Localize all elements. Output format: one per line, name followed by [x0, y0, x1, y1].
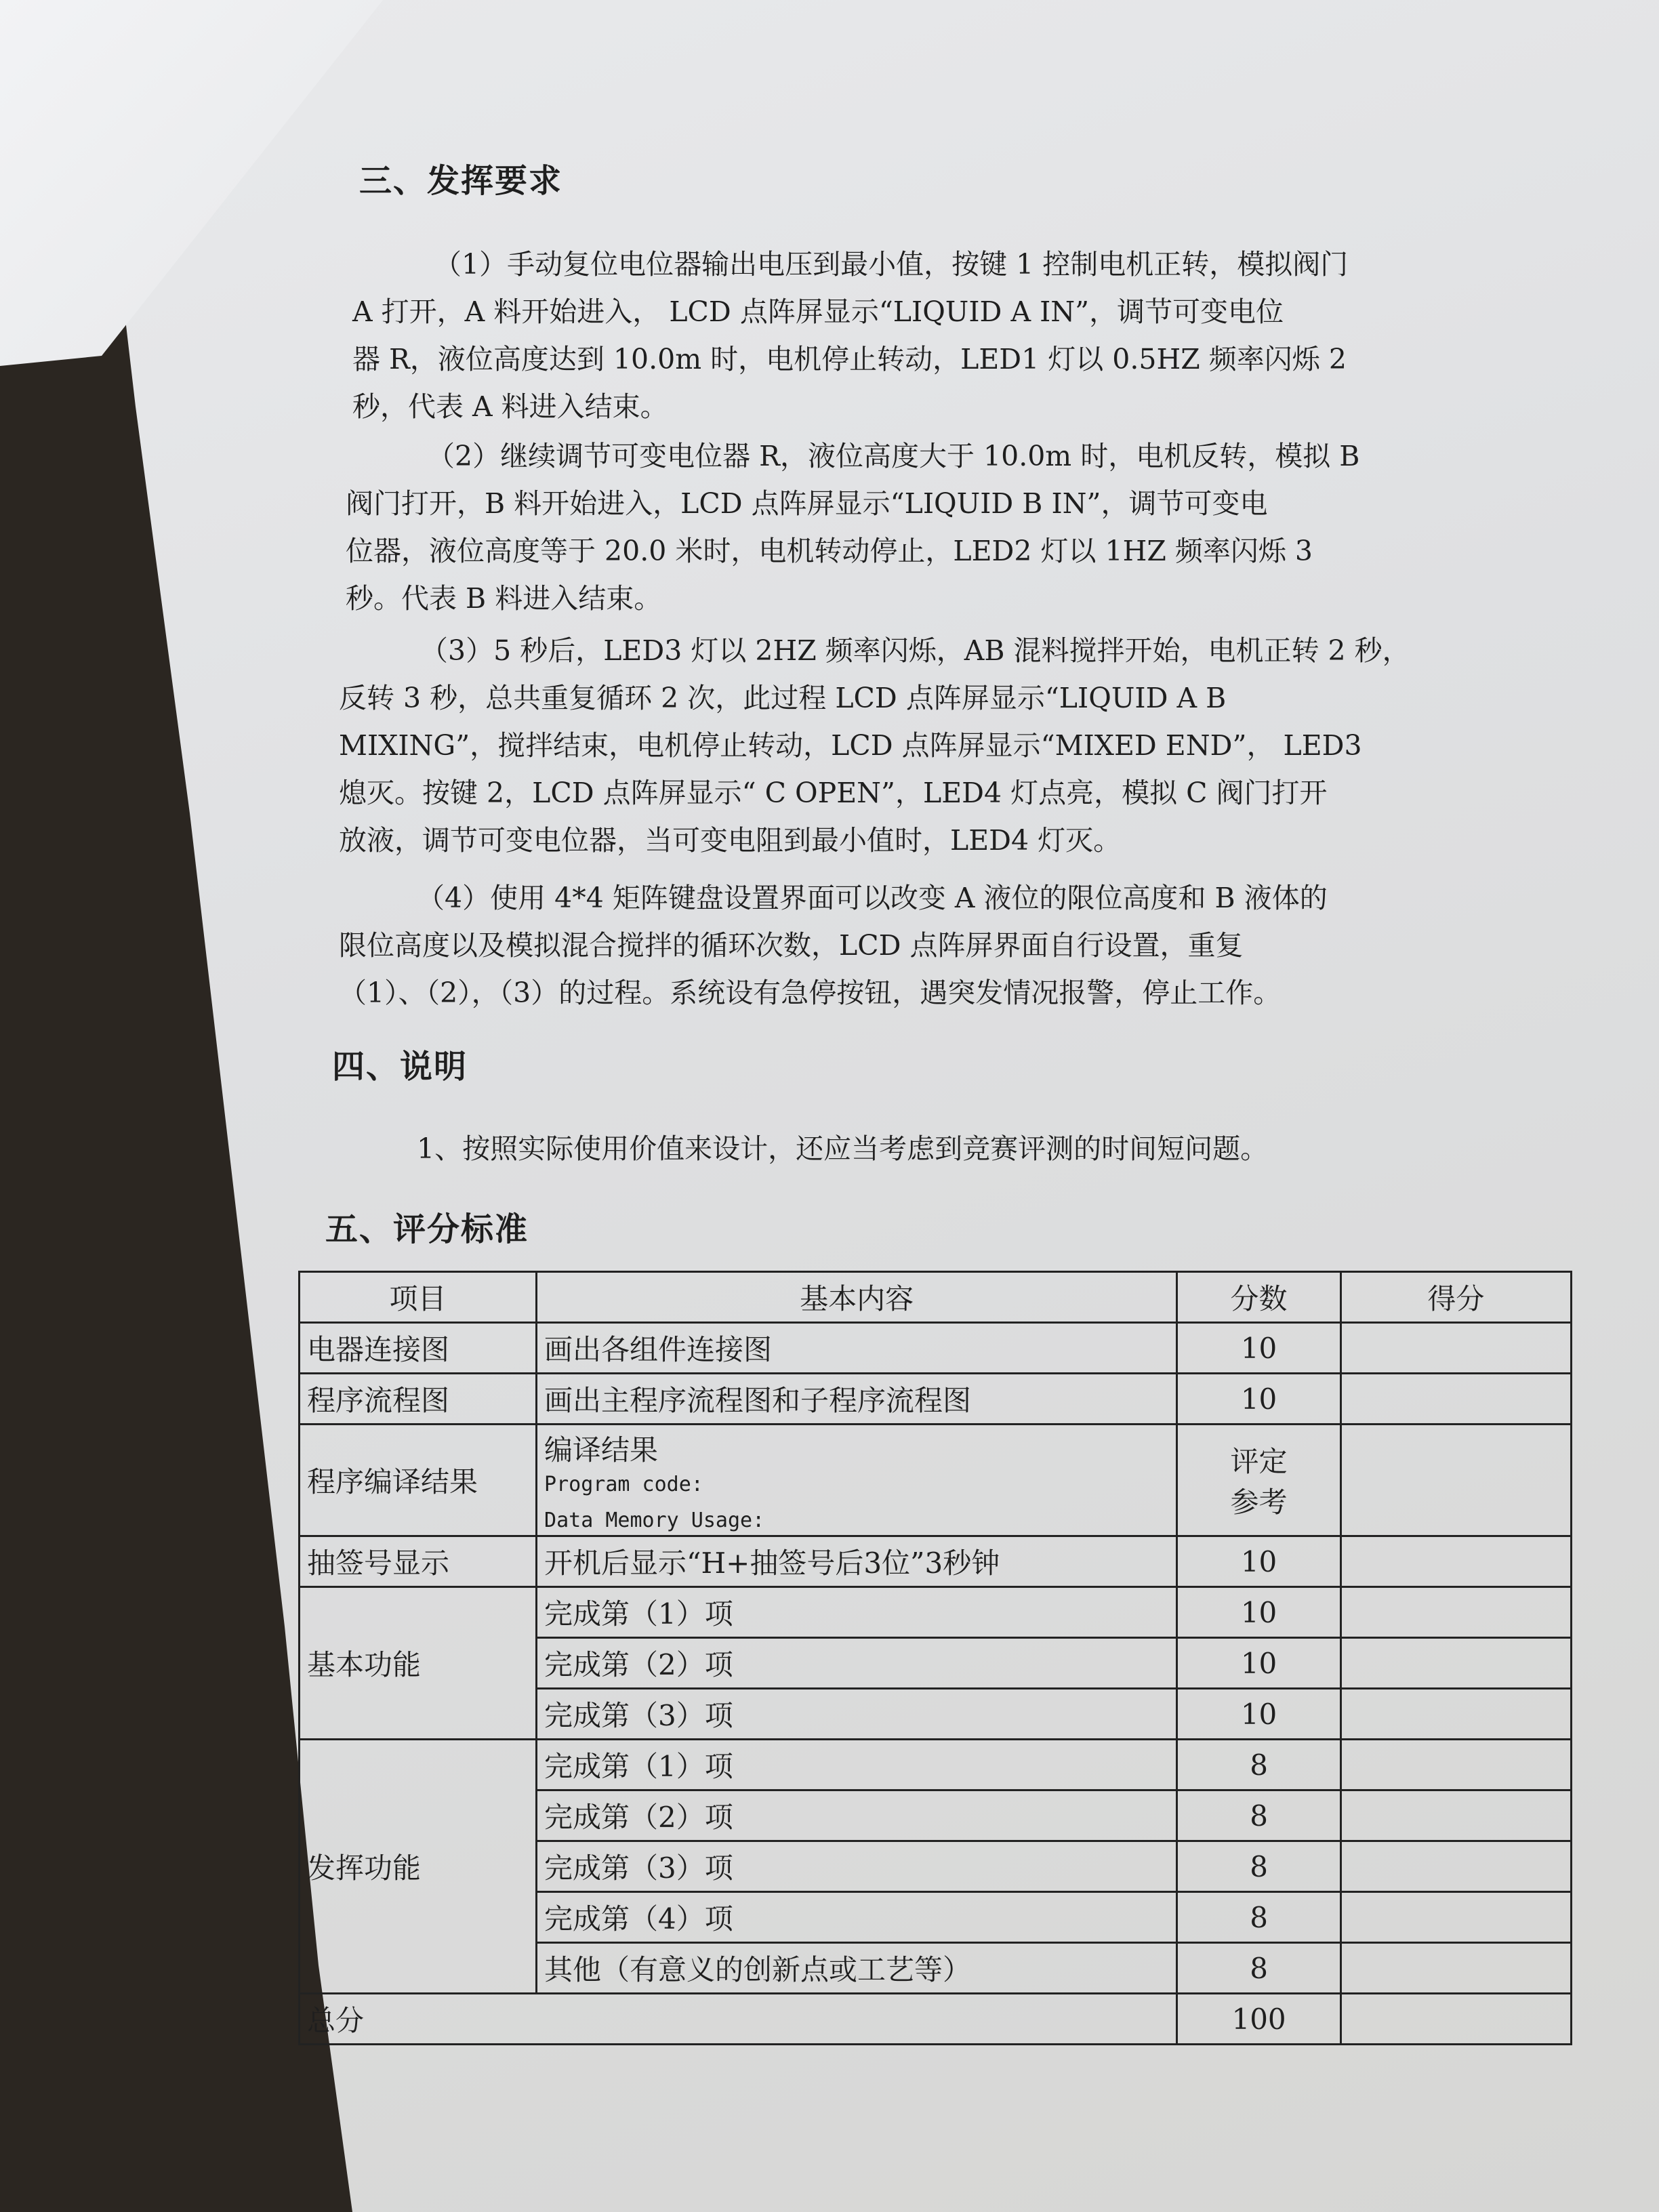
- row-score: 8: [1177, 1892, 1341, 1943]
- row-item: 发挥功能: [300, 1740, 537, 1994]
- row-content: [537, 1425, 1177, 1536]
- table-row: [300, 1374, 1572, 1425]
- requirement-3-line-3: MIXING”，搅拌结束，电机停止转动，LCD 点阵屏显示“MIXED END”， LED3: [339, 729, 1362, 762]
- data-memory-label: Data Memory Usage:: [544, 1509, 765, 1532]
- row-item: 基本功能: [300, 1587, 537, 1740]
- row-earned: [1340, 1323, 1571, 1374]
- table-header-row: [300, 1272, 1572, 1323]
- row-score: 10: [1177, 1587, 1341, 1638]
- row-content: 画出各组件连接图: [537, 1323, 1177, 1374]
- requirement-3-line-4: 熄灭。按键 2，LCD 点阵屏显示“ C OPEN”，LED4 灯点亮，模拟 C 阀门打开: [339, 777, 1328, 809]
- section-5-title: 五、评分标准: [325, 1210, 529, 1248]
- score-line-2: 参考: [1230, 1486, 1288, 1519]
- table-row: [300, 1425, 1572, 1536]
- row-earned: [1340, 1689, 1571, 1740]
- row-score: 8: [1177, 1841, 1341, 1892]
- row-score: [1177, 1425, 1341, 1536]
- row-score: 8: [1177, 1943, 1341, 1994]
- section-4-title: 四、说明: [332, 1048, 468, 1086]
- row-content: 其他（有意义的创新点或工艺等）: [537, 1943, 1177, 1994]
- row-content: 完成第（1）项: [537, 1587, 1177, 1638]
- table-row: [300, 1536, 1572, 1587]
- row-content: 完成第（4）项: [537, 1892, 1177, 1943]
- table-row: [300, 1587, 1572, 1638]
- score-line-1: 评定: [1230, 1445, 1288, 1478]
- requirement-2-line-1: （2）继续调节可变电位器 R，液位高度大于 10.0m 时，电机反转，模拟 B: [427, 440, 1360, 472]
- row-item: 程序流程图: [300, 1374, 537, 1425]
- requirement-3-line-1: （3）5 秒后，LED3 灯以 2HZ 频率闪烁，AB 混料搅拌开始，电机正转 2 秒，: [420, 634, 1410, 667]
- header-item: 项目: [300, 1272, 537, 1323]
- row-content: 完成第（2）项: [537, 1790, 1177, 1841]
- row-earned: [1340, 1638, 1571, 1689]
- row-score: 8: [1177, 1740, 1341, 1790]
- header-content: 基本内容: [537, 1272, 1177, 1323]
- section-4-text: 1、按照实际使用价值来设计，还应当考虑到竞赛评测的时间短问题。: [417, 1132, 1269, 1165]
- requirement-2: [346, 432, 1498, 622]
- requirement-2-line-2: 阀门打开，B 料开始进入，LCD 点阵屏显示“LIQUID B IN”，调节可变电: [346, 487, 1268, 520]
- requirement-1-line-3: 器 R，液位高度达到 10.0m 时，电机停止转动，LED1 灯以 0.5HZ 频率闪烁 2: [352, 343, 1347, 375]
- requirement-1-line-1: （1）手动复位电位器输出电压到最小值，按键 1 控制电机正转，模拟阀门: [434, 248, 1349, 281]
- requirement-3-line-2: 反转 3 秒，总共重复循环 2 次，此过程 LCD 点阵屏显示“LIQUID A B: [339, 682, 1227, 714]
- row-content: 画出主程序流程图和子程序流程图: [537, 1374, 1177, 1425]
- row-score: 8: [1177, 1790, 1341, 1841]
- requirement-1-line-4: 秒，代表 A 料进入结束。: [352, 390, 668, 423]
- requirement-4: [339, 874, 1491, 1017]
- row-content: 完成第（3）项: [537, 1689, 1177, 1740]
- row-item: 电器连接图: [300, 1323, 537, 1374]
- row-earned: [1340, 1740, 1571, 1790]
- header-score: 分数: [1177, 1272, 1341, 1323]
- total-row: [300, 1994, 1572, 2045]
- row-item: 抽签号显示: [300, 1536, 537, 1587]
- row-content: 完成第（1）项: [537, 1740, 1177, 1790]
- row-earned: [1340, 1790, 1571, 1841]
- requirement-2-line-4: 秒。代表 B 料进入结束。: [346, 582, 662, 615]
- total-score: 100: [1177, 1994, 1341, 2045]
- requirement-3-line-5: 放液，调节可变电位器，当可变电阻到最小值时，LED4 灯灭。: [339, 824, 1122, 857]
- header-earned: 得分: [1340, 1272, 1571, 1323]
- requirement-2-line-3: 位器，液位高度等于 20.0 米时，电机转动停止，LED2 灯以 1HZ 频率闪烁 3: [346, 535, 1313, 567]
- row-score: 10: [1177, 1638, 1341, 1689]
- compile-result-label: 编译结果: [544, 1433, 659, 1467]
- program-code-label: Program code:: [544, 1473, 703, 1496]
- row-score: 10: [1177, 1323, 1341, 1374]
- row-content: 完成第（2）项: [537, 1638, 1177, 1689]
- scoring-table: [298, 1271, 1572, 2045]
- row-content: 完成第（3）项: [537, 1841, 1177, 1892]
- row-score: 10: [1177, 1536, 1341, 1587]
- row-earned: [1340, 1374, 1571, 1425]
- requirement-4-line-3: （1）、（2），（3）的过程。系统设有急停按钮，遇突发情况报警，停止工作。: [339, 977, 1282, 1009]
- table-row: [300, 1740, 1572, 1790]
- row-earned: [1340, 1536, 1571, 1587]
- section-3-title: 三、发挥要求: [359, 162, 563, 200]
- requirement-1-line-2: A 打开，A 料开始进入， LCD 点阵屏显示“LIQUID A IN”，调节可变电位: [352, 295, 1284, 328]
- row-item: 程序编译结果: [300, 1425, 537, 1536]
- row-score: 10: [1177, 1374, 1341, 1425]
- total-label: 总分: [300, 1994, 1177, 2045]
- row-earned: [1340, 1425, 1571, 1536]
- total-earned: [1340, 1994, 1571, 2045]
- requirement-3: [339, 627, 1518, 864]
- table-row: [300, 1323, 1572, 1374]
- row-earned: [1340, 1587, 1571, 1638]
- requirement-4-line-2: 限位高度以及模拟混合搅拌的循环次数，LCD 点阵屏界面自行设置，重复: [339, 929, 1244, 962]
- row-earned: [1340, 1943, 1571, 1994]
- row-score: 10: [1177, 1689, 1341, 1740]
- row-content: 开机后显示“H+抽签号后3位”3秒钟: [537, 1536, 1177, 1587]
- row-earned: [1340, 1841, 1571, 1892]
- requirement-1: [352, 241, 1498, 430]
- row-earned: [1340, 1892, 1571, 1943]
- requirement-4-line-1: （4）使用 4*4 矩阵键盘设置界面可以改变 A 液位的限位高度和 B 液体的: [417, 882, 1328, 914]
